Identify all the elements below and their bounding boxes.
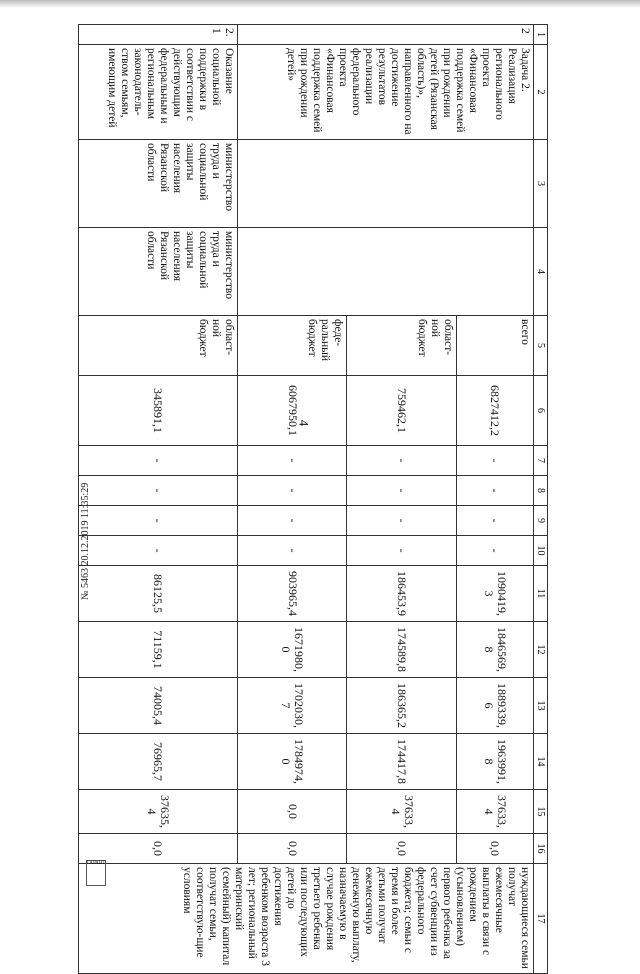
header-cell: 13	[534, 678, 548, 734]
header-cell: 6	[534, 376, 548, 446]
header-cell: 14	[534, 734, 548, 790]
value-cell: -	[347, 536, 457, 566]
value-cell: 1889339,6	[456, 678, 533, 734]
value-cell: -	[456, 476, 533, 506]
value-cell: 1702030,7	[237, 678, 347, 734]
rotated-table-wrapper	[78, 24, 548, 969]
task-description: Задача 2. Реализация регионального проекта «Финансовая поддержка семей при рождении детей (Рязанская область)», направленного на достижение результатов реализации федерального проекта «Финансовая поддержка семей при рождении детей»	[237, 45, 533, 140]
value-cell: -	[237, 446, 347, 476]
funding-source: област-ной бюджет	[79, 316, 238, 376]
header-cell: 9	[534, 506, 548, 536]
value-cell: 1090419,3	[456, 566, 533, 622]
header-cell: 1	[534, 25, 548, 45]
value-cell: 37633,4	[347, 790, 457, 834]
value-cell: 345891,1	[79, 376, 238, 446]
header-cell: 2	[534, 45, 548, 140]
value-cell: 6827412,2	[456, 376, 533, 446]
header-row	[534, 25, 548, 974]
header-cell: 15	[534, 790, 548, 834]
value-cell: -	[456, 536, 533, 566]
value-cell: -	[79, 476, 238, 506]
value-cell: 186365,2	[347, 678, 457, 734]
value-cell: -	[79, 506, 238, 536]
value-cell: -	[237, 476, 347, 506]
value-cell: 37633,4	[456, 790, 533, 834]
value-cell: 86125,5	[79, 566, 238, 622]
header-cell: 17	[534, 864, 548, 974]
header-cell: 16	[534, 834, 548, 864]
scan-edge	[0, 0, 640, 8]
value-cell: 903965,4	[237, 566, 347, 622]
header-cell: 10	[534, 536, 548, 566]
value-cell: 1784974,0	[237, 734, 347, 790]
value-cell: 0,0	[456, 834, 533, 864]
task-2-row-total	[456, 25, 533, 974]
value-cell: -	[456, 506, 533, 536]
value-cell: -	[237, 536, 347, 566]
header-cell: 11	[534, 566, 548, 622]
value-cell: 37635,4	[79, 790, 238, 834]
measure-2-1-row	[79, 25, 238, 974]
recipient: министерство труда и социальной защиты населения Рязанской области	[79, 228, 238, 316]
value-cell: -	[347, 476, 457, 506]
value-cell: -	[347, 506, 457, 536]
value-cell: 76965,7	[79, 734, 238, 790]
value-cell: 0,0	[237, 834, 347, 864]
row-number: 2.1	[79, 25, 238, 45]
registration-stamp: № 5463 20.12.2019 11:35:29	[80, 482, 91, 600]
header-cell: 12	[534, 622, 548, 678]
empty-cell	[237, 228, 533, 316]
value-cell: 0,0	[347, 834, 457, 864]
value-cell: -	[237, 506, 347, 536]
value-cell: 1846569,8	[456, 622, 533, 678]
executor: министерство труда и социальной защиты населения Рязанской области	[79, 140, 238, 228]
header-cell: 8	[534, 476, 548, 506]
expected-result: нуждающиеся семьи получат ежемесячные выплаты в связи с рождением (усыновлением) первого ребенка за счет субвенции из федерального бюджета; семьи с тремя и более детьми получат ежемесячную денежную выплату, назначаемую в случае рождения третьего ребенка или последующих детей до достижения ребенком возраста 3 лет; региональный материнский (семейный) капитал получат семьи, соответствую-щие условиям	[79, 864, 534, 974]
page-number: 4	[296, 419, 312, 427]
value-cell: 759462,1	[347, 376, 457, 446]
value-cell: 0,0	[237, 790, 347, 834]
value-cell: 1671980,0	[237, 622, 347, 678]
budget-table	[78, 24, 548, 974]
value-cell: 74005,4	[79, 678, 238, 734]
footer-logo: ГАРАНТ	[86, 860, 106, 886]
measure-description: Оказание социальной поддержки в соответствии с действующим федеральным и региональным законодатель-ством семьям, имеющим детей	[79, 45, 238, 140]
value-cell: -	[79, 446, 238, 476]
value-cell: 6067950,1	[237, 376, 347, 446]
header-cell: 4	[534, 228, 548, 316]
header-cell: 7	[534, 446, 548, 476]
header-cell: 5	[534, 316, 548, 376]
funding-source: всего	[456, 316, 533, 376]
value-cell: 1963991,8	[456, 734, 533, 790]
value-cell: 71159,1	[79, 622, 238, 678]
funding-source: област-ной бюджет	[347, 316, 457, 376]
funding-source: феде-ральный бюджет	[237, 316, 347, 376]
value-cell: 174417,8	[347, 734, 457, 790]
value-cell: 0,0	[79, 834, 238, 864]
value-cell: 174589,8	[347, 622, 457, 678]
value-cell: 186453,9	[347, 566, 457, 622]
row-number: 2	[237, 25, 533, 45]
value-cell: -	[347, 446, 457, 476]
empty-cell	[237, 140, 533, 228]
value-cell: -	[456, 446, 533, 476]
value-cell: -	[79, 536, 238, 566]
header-cell: 3	[534, 140, 548, 228]
